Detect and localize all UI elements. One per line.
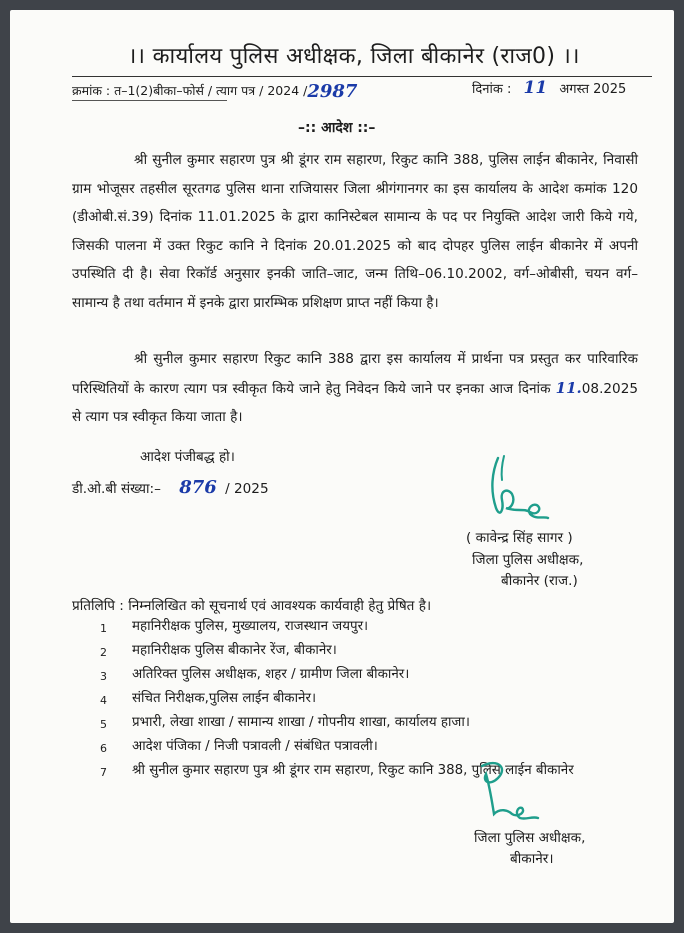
list-item: 4 संचित निरीक्षक,पुलिस लाईन बीकानेर। bbox=[100, 691, 317, 707]
order-title: –:: आदेश ::– bbox=[298, 120, 376, 136]
date-day-handwritten: 11 bbox=[523, 78, 548, 98]
document-page bbox=[10, 10, 674, 923]
signature-mark bbox=[486, 450, 556, 530]
ref-underline bbox=[72, 100, 227, 101]
header-rule bbox=[72, 76, 652, 77]
paragraph-text-end: 08.2025 से त्याग पत्र स्वीकृत किया जाता है। bbox=[72, 380, 638, 425]
footer-signatory-place: बीकानेर। bbox=[510, 851, 554, 867]
list-item: 6 आदेश पंजिका / निजी पत्रावली / संबंधित पत्रावली। bbox=[100, 739, 378, 755]
reference-number-handwritten: 2987 bbox=[307, 81, 358, 102]
footer-signatory-designation: जिला पुलिस अधीक्षक, bbox=[474, 830, 586, 846]
copy-to-intro: प्रतिलिपि : निम्नलिखित को सूचनार्थ एवं आवश्यक कार्यवाही हेतु प्रेषित है। bbox=[72, 598, 432, 614]
date-label: दिनांक : bbox=[472, 82, 512, 97]
signatory-place: बीकानेर (राज.) bbox=[501, 573, 578, 589]
dob-label: डी.ओ.बी संख्या:– bbox=[72, 481, 161, 497]
order-paragraph-1 bbox=[72, 146, 638, 317]
list-item: 5 प्रभारी, लेखा शाखा / सामान्य शाखा / गोपनीय शाखा, कार्यालय हाजा। bbox=[100, 715, 470, 731]
signatory-designation: जिला पुलिस अधीक्षक, bbox=[472, 552, 584, 568]
reference-prefix: क्रमांक : त–1(2)बीका–फोर्स / त्याग पत्र / 2024 / bbox=[72, 83, 308, 98]
paragraph-text: श्री सुनील कुमार सहारण पुत्र श्री डूंगर राम सहारण, रिकुट कानि 388, पुलिस लाईन बीकानेर, निवासी ग्राम भोजूसर तहसील सूरतगढ पुलिस थाना राजियासर जिला श्रीगंगानगर का इस कार्यालय के आदेश कमांक 120 (डीओबी.सं.39) दिनांक 11.01.2025 के द्वारा कानिस्टेबल सामान्य के पद पर नियुक्ति आदेश जारी किये गये, जिसकी पालना में उक्त रिकुट कानि ने दिनांक 20.01.2025 को बाद दोपहर पुलिस लाईन बीकानेर में अपनी उपस्थिति दी है। सेवा रिकॉर्ड अनुसार इनकी जाति–जाट, जन्म तिथि–06.10.2002, वर्ग–ओबीसी, चयन वर्ग–सामान्य है तथा वर्तमान में इनके द्वारा प्रारम्भिक प्रशिक्षण प्राप्त नहीं किया है। bbox=[72, 152, 638, 311]
dob-line bbox=[72, 477, 269, 498]
reference-line bbox=[72, 79, 357, 100]
list-item: 2 महानिरीक्षक पुलिस बीकानेर रेंज, बीकानेर। bbox=[100, 643, 337, 659]
list-item: 1 महानिरीक्षक पुलिस, मुख्यालय, राजस्थान जयपुर। bbox=[100, 619, 369, 635]
acceptance-day-handwritten: 11. bbox=[555, 378, 582, 397]
order-paragraph-2 bbox=[72, 345, 638, 432]
register-line: आदेश पंजीबद्ध हो। bbox=[140, 449, 235, 465]
dob-year: / 2025 bbox=[225, 481, 269, 497]
signature-mark-2 bbox=[468, 758, 548, 828]
date-line bbox=[472, 78, 626, 98]
date-month-year: अगस्त 2025 bbox=[559, 82, 627, 97]
dob-number-handwritten: 876 bbox=[179, 477, 217, 498]
office-header: ।। कार्यालय पुलिस अधीक्षक, जिला बीकानेर (राज0) ।। bbox=[128, 44, 580, 69]
list-item: 7 श्री सुनील कुमार सहारण पुत्र श्री डूंगर राम सहारण, रिकुट कानि 388, पुलिस लाईन बीकानेर bbox=[100, 763, 574, 779]
copy-to-list bbox=[100, 616, 648, 784]
list-item: 3 अतिरिक्त पुलिस अधीक्षक, शहर / ग्रामीण जिला बीकानेर। bbox=[100, 667, 410, 683]
signatory-name: ( कावेन्द्र सिंह सागर ) bbox=[466, 530, 573, 546]
paragraph-text: श्री सुनील कुमार सहारण रिकुट कानि 388 द्वारा इस कार्यालय में प्रार्थना पत्र प्रस्तुत कर पारिवारिक परिस्थितियों के कारण त्याग पत्र स्वीकृत किये जाने हेतु निवेदन किये जाने पर इनका आज दिनांक bbox=[72, 351, 638, 397]
